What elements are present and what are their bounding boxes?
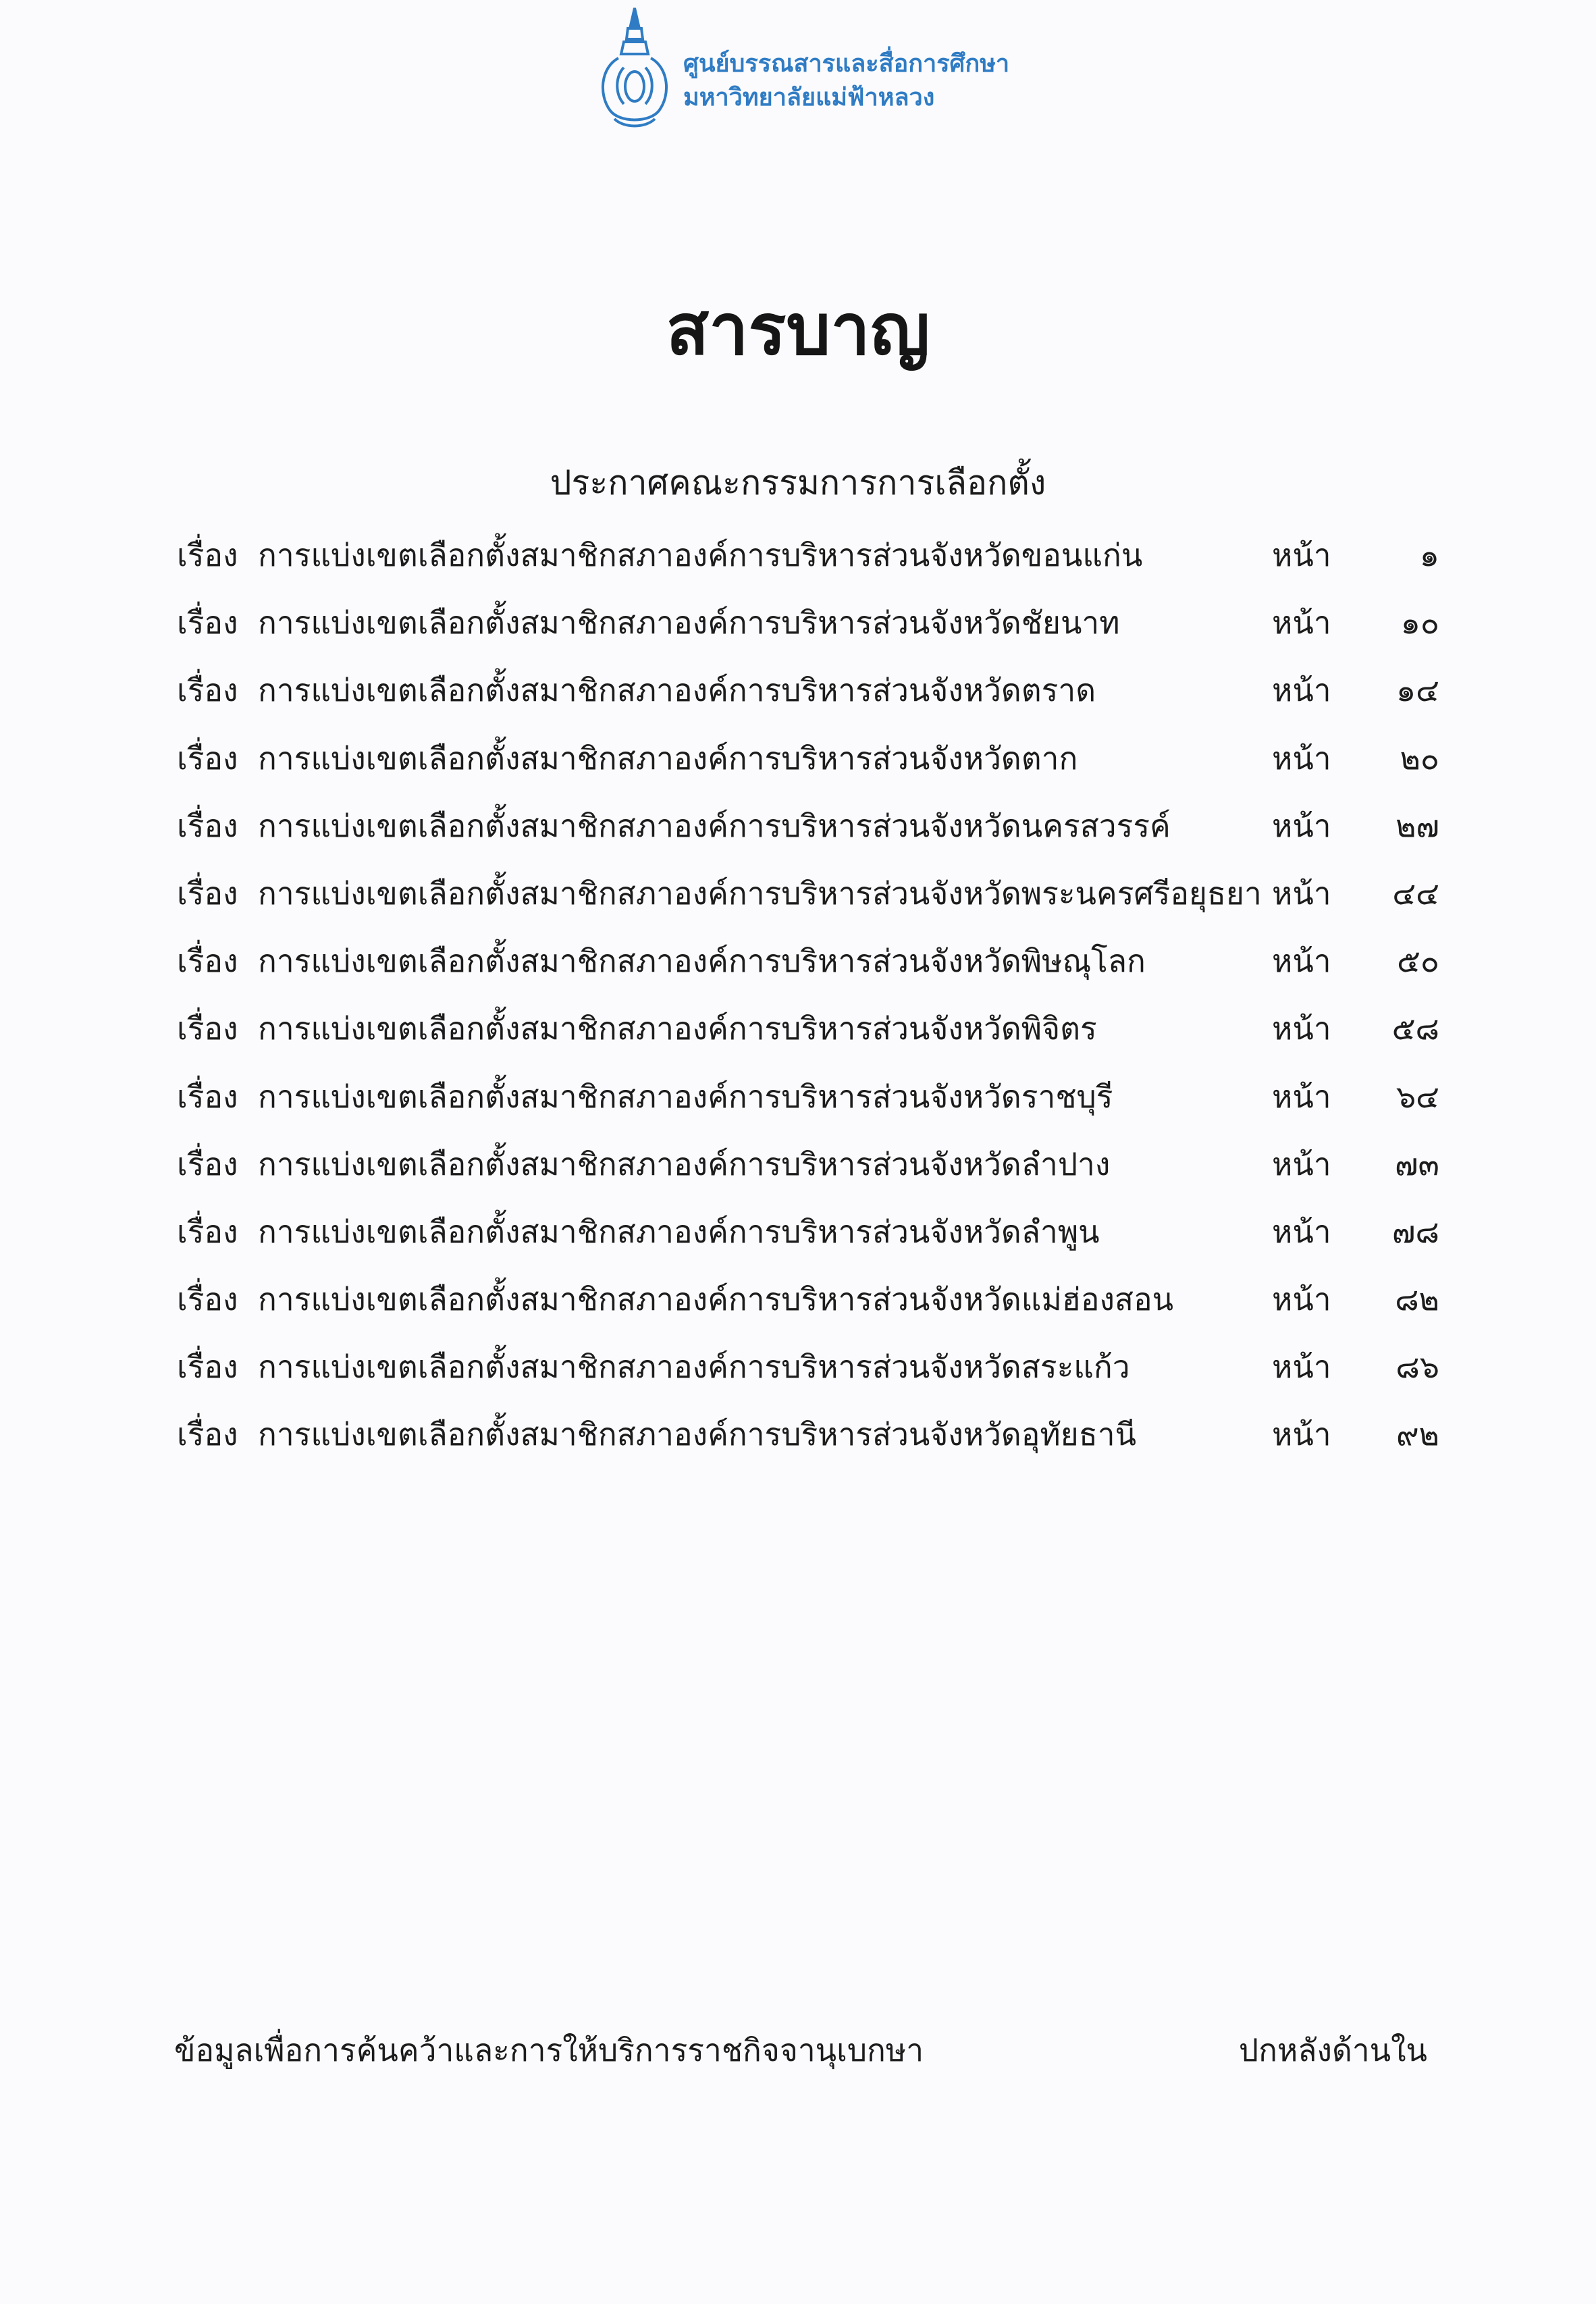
toc-keyword: เรื่อง [177,739,238,777]
toc-page-number: ๗๘ [1391,1213,1439,1250]
toc-keyword: เรื่อง [177,537,238,573]
toc-entry-text: การแบ่งเขตเลือกตั้งสมาชิกสภาองค์การบริหารส่วนจังหวัดชัยนาท [258,604,1120,642]
toc-page-number: ๙๒ [1395,1416,1439,1453]
toc-keyword: เรื่อง [177,672,238,709]
toc-keyword: เรื่อง [177,874,238,912]
toc-page-label: หน้า [1272,1078,1331,1115]
toc-keyword: เรื่อง [177,604,238,642]
header-logo [594,5,1026,134]
toc-row [177,1072,1439,1140]
toc-keyword: เรื่อง [177,1416,238,1453]
toc-page-label: หน้า [1272,1281,1331,1318]
footer-note: ข้อมูลเพื่อการค้นคว้าและการให้บริการราชกิจจานุเบกษา [174,2032,924,2068]
toc-page-number: ๑๐ [1400,604,1439,642]
toc-keyword: เรื่อง [177,943,238,980]
toc-page-label: หน้า [1272,874,1331,912]
toc-row [177,734,1439,802]
toc-entry-text: การแบ่งเขตเลือกตั้งสมาชิกสภาองค์การบริหารส่วนจังหวัดตราด [258,672,1096,709]
toc-entry-text: การแบ่งเขตเลือกตั้งสมาชิกสภาองค์การบริหารส่วนจังหวัดพิษณุโลก [258,943,1146,980]
toc-keyword: เรื่อง [177,1145,238,1182]
toc-page-label: หน้า [1272,739,1331,777]
toc-entry-text: การแบ่งเขตเลือกตั้งสมาชิกสภาองค์การบริหารส่วนจังหวัดพิจิตร [258,1010,1097,1047]
toc-row [177,1004,1439,1072]
toc-entry-text: การแบ่งเขตเลือกตั้งสมาชิกสภาองค์การบริหารส่วนจังหวัดสระแก้ว [258,1349,1130,1386]
toc-page-label: หน้า [1272,537,1331,573]
toc-page-number: ๕๐ [1397,943,1439,980]
toc-row [177,1207,1439,1275]
toc-page-label: หน้า [1272,604,1331,642]
university-seal-icon [594,5,675,134]
footer-page-position: ปกหลังด้านใน [1238,2032,1427,2068]
toc-page-number: ๒๐ [1400,739,1439,777]
toc-entry-text: การแบ่งเขตเลือกตั้งสมาชิกสภาองค์การบริหารส่วนจังหวัดพระนครศรีอยุธยา [258,874,1262,912]
org-name-line1: ศูนย์บรรณสารและสื่อการศึกษา [683,50,1010,78]
toc-entry-text: การแบ่งเขตเลือกตั้งสมาชิกสภาองค์การบริหารส่วนจังหวัดนครสวรรค์ [258,807,1171,844]
toc-row [177,802,1439,869]
toc-row [177,1275,1439,1342]
toc-entry-text: การแบ่งเขตเลือกตั้งสมาชิกสภาองค์การบริหารส่วนจังหวัดขอนแก่น [258,537,1143,573]
toc-page-number: ๖๔ [1395,1078,1439,1115]
toc-row [177,1342,1439,1410]
toc-entry-text: การแบ่งเขตเลือกตั้งสมาชิกสภาองค์การบริหารส่วนจังหวัดอุทัยธานี [258,1416,1137,1453]
table-of-contents [177,531,1439,1478]
toc-keyword: เรื่อง [177,1281,238,1318]
toc-keyword: เรื่อง [177,1213,238,1250]
toc-page-number: ๘๖ [1395,1349,1439,1386]
toc-keyword: เรื่อง [177,807,238,844]
toc-row [177,869,1439,937]
toc-page-number: ๔๔ [1392,874,1439,912]
org-name-line2: มหาวิทยาลัยแม่ฟ้าหลวง [683,84,935,111]
toc-keyword: เรื่อง [177,1078,238,1115]
toc-entry-text: การแบ่งเขตเลือกตั้งสมาชิกสภาองค์การบริหารส่วนจังหวัดตาก [258,739,1078,777]
toc-entry-text: การแบ่งเขตเลือกตั้งสมาชิกสภาองค์การบริหารส่วนจังหวัดแม่ฮ่องสอน [258,1281,1174,1318]
toc-entry-text: การแบ่งเขตเลือกตั้งสมาชิกสภาองค์การบริหารส่วนจังหวัดลำพูน [258,1213,1100,1250]
page-subtitle: ประกาศคณะกรรมการการเลือกตั้ง [550,463,1046,502]
toc-page-number: ๕๘ [1391,1010,1439,1047]
toc-row [177,937,1439,1004]
toc-page-label: หน้า [1272,672,1331,709]
toc-page-number: ๒๗ [1395,807,1439,844]
toc-page-number: ๑๔ [1395,672,1439,709]
toc-row [177,1140,1439,1207]
toc-page-number: ๗๓ [1394,1145,1439,1182]
toc-page-number: ๑ [1419,537,1439,573]
toc-entry-text: การแบ่งเขตเลือกตั้งสมาชิกสภาองค์การบริหารส่วนจังหวัดลำปาง [258,1145,1111,1182]
toc-row [177,666,1439,733]
toc-page-label: หน้า [1272,1416,1331,1453]
toc-page-label: หน้า [1272,1213,1331,1250]
toc-page-number: ๘๒ [1395,1281,1439,1318]
toc-keyword: เรื่อง [177,1010,238,1047]
toc-entry-text: การแบ่งเขตเลือกตั้งสมาชิกสภาองค์การบริหารส่วนจังหวัดราชบุรี [258,1078,1113,1115]
toc-row [177,1410,1439,1477]
toc-page-label: หน้า [1272,1349,1331,1386]
toc-page-label: หน้า [1272,943,1331,980]
toc-row [177,598,1439,666]
toc-page-label: หน้า [1272,1010,1331,1047]
toc-page-label: หน้า [1272,1145,1331,1182]
toc-row [177,531,1439,598]
page-title: สารบาญ [666,288,930,371]
toc-keyword: เรื่อง [177,1349,238,1386]
toc-page-label: หน้า [1272,807,1331,844]
